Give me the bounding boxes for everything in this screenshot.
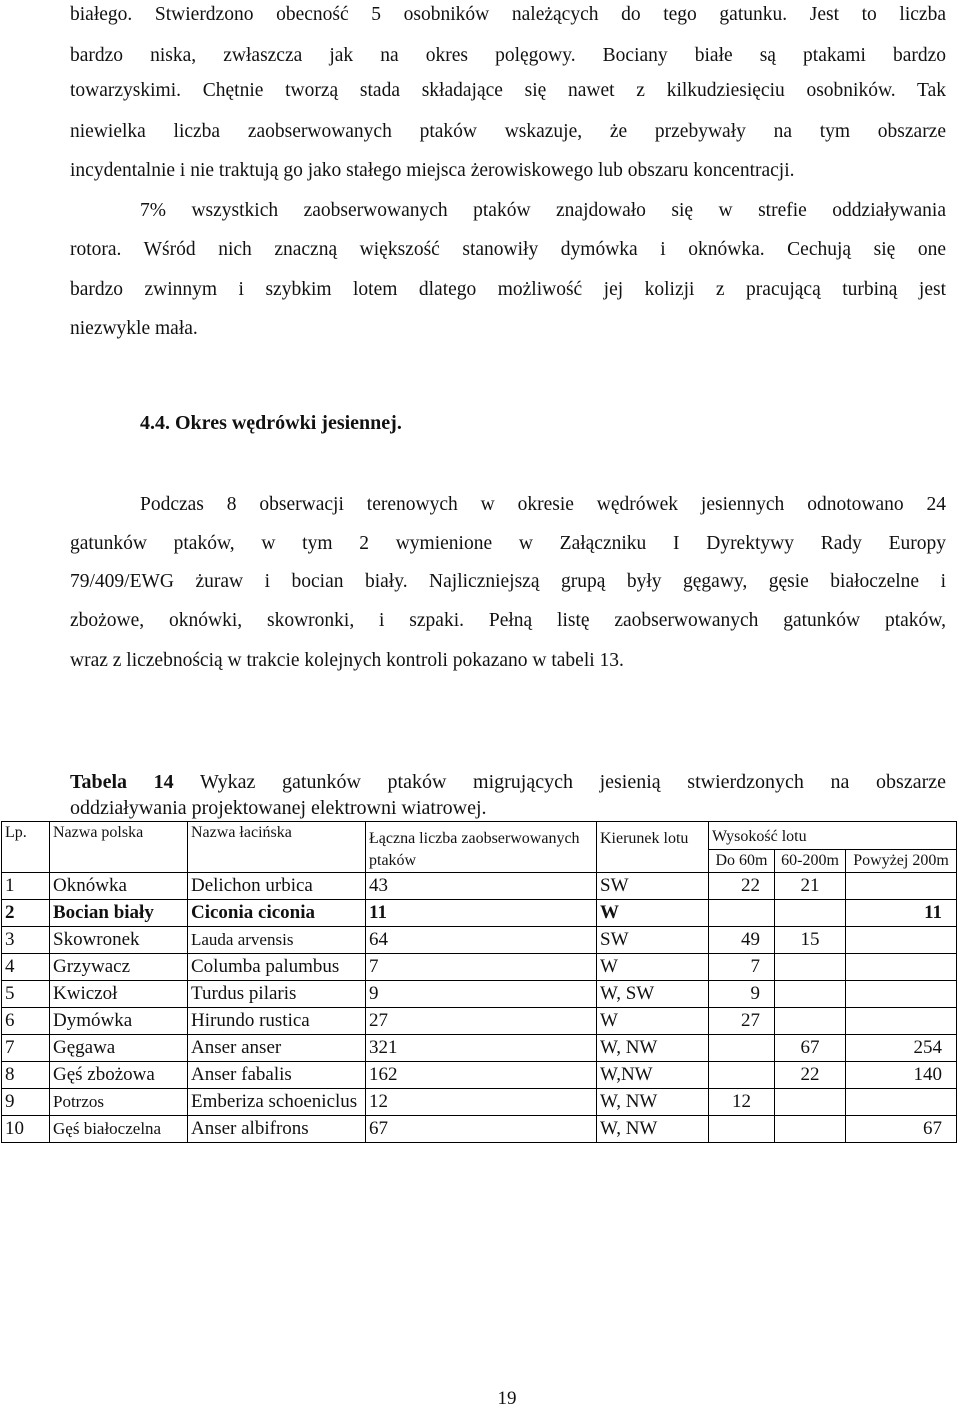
cell-lp: 4 (2, 954, 50, 981)
cell-h3: 11 (846, 900, 957, 927)
paragraph-line: Podczas 8 obserwacji terenowych w okresie wędrówek jesiennych odnotowano 24 (140, 494, 946, 515)
table-caption (70, 771, 946, 794)
cell-lp: 3 (2, 927, 50, 954)
cell-h1: 9 (709, 981, 775, 1008)
paragraph-line: niezwykle mała. (70, 318, 198, 339)
paragraph-line: 79/409/EWG żuraw i bocian biały. Najliczniejszą grupą były gęgawy, gęsie białoczelne i (70, 571, 946, 592)
header-height-above-200: Powyżej 200m (846, 849, 957, 872)
cell-h3 (846, 927, 957, 954)
cell-polish-name: Bocian biały (50, 900, 188, 927)
cell-direction: SW (597, 873, 709, 900)
cell-latin-name: Anser albifrons (188, 1116, 366, 1143)
cell-h3: 140 (846, 1062, 957, 1089)
cell-h1: 49 (709, 927, 775, 954)
header-total-count: Łączna liczba zaobserwowanych ptaków (366, 822, 597, 873)
cell-h2: 22 (775, 1062, 846, 1089)
cell-direction: W, SW (597, 981, 709, 1008)
cell-latin-name: Anser fabalis (188, 1062, 366, 1089)
table-caption-text: Wykaz gatunków ptaków migrujących jesienią stwierdzonych na obszarze (199, 771, 947, 793)
cell-direction: W (597, 900, 709, 927)
cell-polish-name: Kwiczoł (50, 981, 188, 1008)
bird-species-table (1, 821, 957, 1143)
page-number: 19 (497, 1388, 517, 1409)
cell-polish-name: Gęś zbożowa (50, 1062, 188, 1089)
table-row (2, 1089, 957, 1116)
cell-h2: 67 (775, 1035, 846, 1062)
table-row (2, 1035, 957, 1062)
table-row (2, 1008, 957, 1035)
cell-latin-name: Anser anser (188, 1035, 366, 1062)
cell-h2 (775, 1008, 846, 1035)
paragraph-line: zbożowe, oknówki, skowronki, i szpaki. Pełną listę zaobserwowanych gatunków ptaków, (70, 610, 946, 631)
cell-lp: 1 (2, 873, 50, 900)
cell-direction: W (597, 1008, 709, 1035)
cell-h1: 12 (709, 1089, 775, 1116)
table-row (2, 1116, 957, 1143)
cell-h1 (709, 1062, 775, 1089)
cell-latin-name: Turdus pilaris (188, 981, 366, 1008)
cell-h3 (846, 873, 957, 900)
header-latin-name: Nazwa łacińska (188, 822, 366, 873)
table-caption-label: Tabela 14 (70, 771, 174, 793)
cell-lp: 2 (2, 900, 50, 927)
header-height-60-200: 60-200m (775, 849, 846, 872)
table-caption-continued: oddziaływania projektowanej elektrowni wiatrowej. (70, 797, 487, 819)
table-row (2, 873, 957, 900)
paragraph-line: białego. Stwierdzono obecność 5 osobników należących do tego gatunku. Jest to liczba (70, 4, 946, 25)
cell-h2 (775, 1116, 846, 1143)
cell-polish-name: Skowronek (50, 927, 188, 954)
cell-latin-name: Columba palumbus (188, 954, 366, 981)
cell-h3 (846, 981, 957, 1008)
table-header-row (2, 822, 957, 850)
cell-polish-name: Dymówka (50, 1008, 188, 1035)
cell-h1: 27 (709, 1008, 775, 1035)
cell-h3: 67 (846, 1116, 957, 1143)
paragraph-line: niewielka liczba zaobserwowanych ptaków wskazuje, że przebywały na tym obszarze (70, 121, 946, 142)
cell-h2 (775, 900, 846, 927)
paragraph-line: incydentalnie i nie traktują go jako stałego miejsca żerowiskowego lub obszaru koncentracji. (70, 160, 795, 181)
cell-lp: 8 (2, 1062, 50, 1089)
header-flight-height: Wysokość lotu (709, 822, 957, 850)
table-row (2, 1062, 957, 1089)
cell-latin-name: Emberiza schoeniclus (188, 1089, 366, 1116)
table-row (2, 954, 957, 981)
cell-h2 (775, 1089, 846, 1116)
cell-count: 9 (366, 981, 597, 1008)
header-height-below-60: Do 60m (709, 849, 775, 872)
cell-polish-name: Gęgawa (50, 1035, 188, 1062)
cell-latin-name: Hirundo rustica (188, 1008, 366, 1035)
cell-h1 (709, 900, 775, 927)
table-row (2, 900, 957, 927)
header-lp: Lp. (2, 822, 50, 873)
cell-h2 (775, 981, 846, 1008)
cell-polish-name: Grzywacz (50, 954, 188, 981)
header-polish-name: Nazwa polska (50, 822, 188, 873)
paragraph-line: bardzo zwinnym i szybkim lotem dlatego możliwość jej kolizji z pracującą turbiną jest (70, 279, 946, 300)
cell-h1: 22 (709, 873, 775, 900)
cell-h1 (709, 1035, 775, 1062)
table-row (2, 981, 957, 1008)
cell-count: 162 (366, 1062, 597, 1089)
cell-h2: 21 (775, 873, 846, 900)
cell-polish-name: Oknówka (50, 873, 188, 900)
cell-count: 27 (366, 1008, 597, 1035)
cell-lp: 5 (2, 981, 50, 1008)
cell-h3 (846, 954, 957, 981)
cell-count: 11 (366, 900, 597, 927)
cell-count: 64 (366, 927, 597, 954)
paragraph-line: towarzyskimi. Chętnie tworzą stada składające się nawet z kilkudziesięciu osobników. Tak (70, 80, 946, 101)
cell-direction: W, NW (597, 1035, 709, 1062)
paragraph-line: wraz z liczebnością w trakcie kolejnych kontroli pokazano w tabeli 13. (70, 650, 624, 671)
cell-polish-name: Potrzos (50, 1089, 188, 1116)
paragraph-line: rotora. Wśród nich znaczną większość stanowiły dymówka i oknówka. Cechują się one (70, 239, 946, 260)
cell-direction: W, NW (597, 1116, 709, 1143)
paragraph-line: bardzo niska, zwłaszcza jak na okres polęgowy. Bociany białe są ptakami bardzo (70, 45, 946, 66)
cell-latin-name: Lauda arvensis (188, 927, 366, 954)
paragraph-line: gatunków ptaków, w tym 2 wymienione w Załączniku I Dyrektywy Rady Europy (70, 533, 946, 554)
cell-direction: W (597, 954, 709, 981)
cell-lp: 9 (2, 1089, 50, 1116)
cell-count: 12 (366, 1089, 597, 1116)
cell-h2 (775, 954, 846, 981)
cell-h1: 7 (709, 954, 775, 981)
cell-count: 43 (366, 873, 597, 900)
cell-count: 7 (366, 954, 597, 981)
cell-lp: 6 (2, 1008, 50, 1035)
table-row (2, 927, 957, 954)
cell-count: 321 (366, 1035, 597, 1062)
cell-lp: 7 (2, 1035, 50, 1062)
cell-latin-name: Delichon urbica (188, 873, 366, 900)
cell-lp: 10 (2, 1116, 50, 1143)
cell-h2: 15 (775, 927, 846, 954)
cell-direction: W,NW (597, 1062, 709, 1089)
cell-count: 67 (366, 1116, 597, 1143)
header-direction: Kierunek lotu (597, 822, 709, 873)
cell-h3 (846, 1089, 957, 1116)
cell-h3: 254 (846, 1035, 957, 1062)
paragraph-line: 7% wszystkich zaobserwowanych ptaków znajdowało się w strefie oddziaływania (140, 200, 946, 221)
cell-polish-name: Gęś białoczelna (50, 1116, 188, 1143)
cell-h1 (709, 1116, 775, 1143)
section-heading: 4.4. Okres wędrówki jesiennej. (140, 412, 402, 434)
cell-direction: SW (597, 927, 709, 954)
cell-h3 (846, 1008, 957, 1035)
cell-direction: W, NW (597, 1089, 709, 1116)
cell-latin-name: Ciconia ciconia (188, 900, 366, 927)
